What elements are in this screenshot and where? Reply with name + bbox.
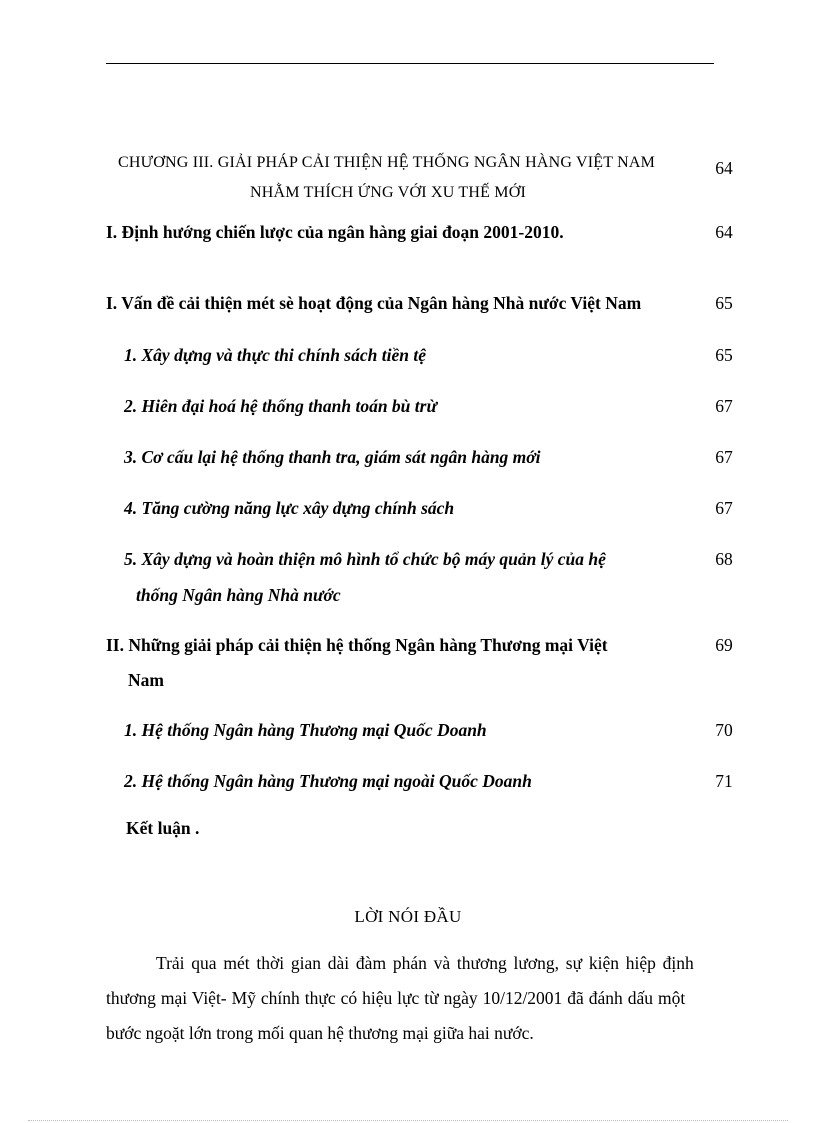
toc-entry-page: 64 [715,222,733,242]
toc-entry-text: 1. Hệ thống Ngân hàng Thương mại Quốc Doanh [124,720,487,740]
preface-heading: LỜI NÓI ĐẦU [354,907,462,926]
toc-entry-page: 70 [715,720,733,740]
toc-entry-page: 68 [715,549,733,569]
chapter-title-line1: CHƯƠNG III. GIẢI PHÁP CẢI THIỆN HỆ THỐNG NGÂN HÀNG VIỆT NAM [118,154,656,171]
toc-entry-page: 67 [715,396,733,416]
toc-entry-page: 69 [715,635,733,655]
toc-entry-page: 71 [715,771,733,791]
toc-conclusion: Kết luận . [126,818,200,838]
preface-line-1: Trải qua mét thời gian dài đàm phán và thương lương, sự kiện hiệp định [156,953,694,973]
toc-entry-text-continued: Nam [128,670,164,690]
toc-entry-text: I. Vấn đề cải thiện mét sè hoạt động của Ngân hàng Nhà nước Việt Nam [106,293,642,313]
chapter-title-line2: NHẰM THÍCH ỨNG VỚI XU THẾ MỚI [250,184,526,201]
toc-entry-text: I. Định hướng chiến lược của ngân hàng giai đoạn 2001-2010. [106,222,564,242]
footer-rule [28,1120,788,1121]
toc-entry-text: 2. Hệ thống Ngân hàng Thương mại ngoài Quốc Doanh [124,771,532,791]
toc-entry-page: 65 [715,293,733,313]
toc-entry-text: II. Những giải pháp cải thiện hệ thống Ngân hàng Thương mại Việt [106,635,608,655]
preface-line-3: bước ngoặt lớn trong mối quan hệ thương mại giữa hai nước. [106,1023,534,1043]
toc-entry-page: 67 [715,498,733,518]
toc-entry-text: 4. Tăng cường năng lực xây dựng chính sách [124,498,455,518]
toc-entry-page: 67 [715,447,733,467]
header-rule [106,63,714,64]
toc-entry-text-continued: thống Ngân hàng Nhà nước [136,585,341,605]
chapter-page-number: 64 [715,158,733,178]
preface-line-2: thương mại Việt- Mỹ chính thực có hiệu lực từ ngày 10/12/2001 đã đánh dấu một [106,988,686,1008]
toc-entry-text: 5. Xây dựng và hoàn thiện mô hình tổ chức bộ máy quản lý của hệ [124,549,606,569]
toc-entry-page: 65 [715,345,733,365]
toc-entry-text: 2. Hiên đại hoá hệ thống thanh toán bù trừ [124,396,437,416]
toc-entry-text: 3. Cơ cấu lại hệ thống thanh tra, giám sát ngân hàng mới [124,447,541,467]
toc-entry-text: 1. Xây dựng và thực thi chính sách tiền tệ [124,345,426,365]
